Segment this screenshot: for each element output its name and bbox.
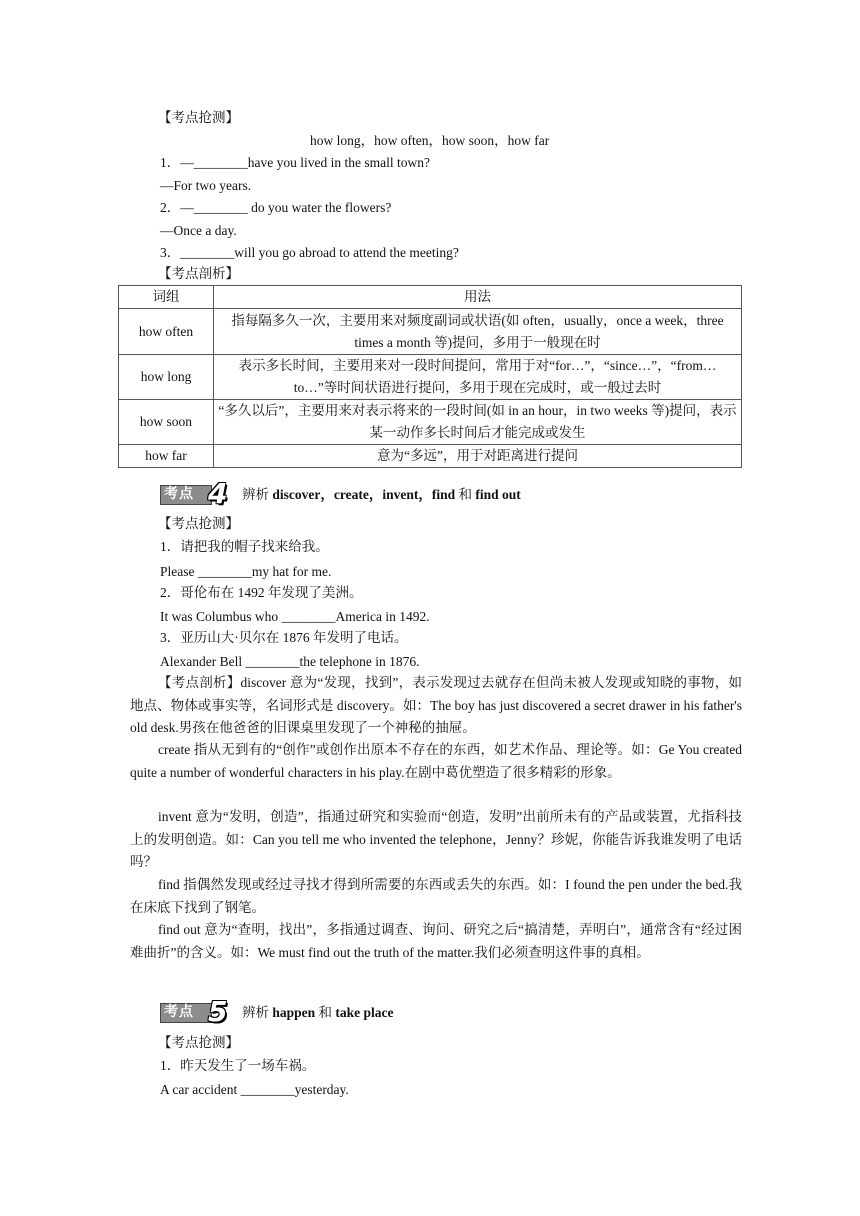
question-3: 3．________will you go abroad to attend the meeting? — [160, 245, 459, 260]
options-line: how long，how often，how soon，how far — [310, 133, 550, 148]
discover-text: discover 意为“发现，找到”，表示发现过去就存在但尚未被人发现或知晓的事物，如地点、物体或事实等，名词形式是 discovery。如：The boy has just discovered a secret drawer in his father's old desk.男孩在他爸爸的旧课桌里发现了一个神秘的抽屉。 — [130, 675, 743, 735]
question-3-en: Alexander Bell ________the telephone in 1876. — [160, 654, 420, 669]
table-header-phrase: 词组 — [119, 286, 214, 309]
heading-and: 和 — [315, 1005, 336, 1020]
table-row — [119, 309, 742, 355]
table-cell-usage: 表示多长时间，主要用来对一段时间提问，常用于对“for…”，“since…”，“from…to…”等时间状语进行提问，多用于现在完成时，或一般过去时 — [214, 355, 742, 400]
heading-prefix: 辨析 — [242, 1005, 273, 1020]
question-3-cn: 3．亚历山大·贝尔在 1876 年发明了电话。 — [160, 630, 408, 645]
question-1-en: Please ________my hat for me. — [160, 564, 332, 579]
analysis-find: find 指偶然发现或经过寻找才得到所需要的东西或丢失的东西。如：I found the pen under the bed.我在床底下找到了钢笔。 — [130, 877, 742, 915]
table-row — [119, 400, 742, 445]
table-row — [119, 445, 742, 468]
table-cell-phrase: how far — [119, 445, 214, 468]
analysis-find-out: find out 意为“查明，找出”，多指通过调查、询问、研究之后“搞清楚，弄明白”，通常含有“经过困难曲折”的含义。如：We must find out the truth of the matter.我们必须查明这件事的真相。 — [130, 922, 742, 960]
test-label: 【考点抢测】 — [158, 1035, 239, 1050]
table-cell-phrase: how often — [119, 309, 214, 355]
question-2-cn: 2．哥伦布在 1492 年发现了美洲。 — [160, 585, 363, 600]
heading-a: happen — [272, 1005, 316, 1020]
question-2: 2．—________ do you water the flowers? — [160, 200, 392, 215]
question-1-cn: 1．请把我的帽子找来给我。 — [160, 539, 329, 554]
test-label: 【考点抢测】 — [158, 110, 239, 125]
test-label: 【考点抢测】 — [158, 516, 239, 531]
analysis-label: 【考点剖析】 — [158, 266, 239, 281]
section-5-badge — [160, 995, 236, 1028]
answer-1: —For two years. — [160, 178, 252, 193]
badge-number: 5 — [208, 995, 228, 1028]
section-4-heading — [242, 484, 521, 506]
badge-number: 4 — [208, 477, 228, 510]
question-1-en: A car accident ________yesterday. — [160, 1082, 349, 1097]
table-cell-phrase: how long — [119, 355, 214, 400]
usage-table — [118, 285, 742, 468]
table-cell-usage: “多久以后”，主要用来对表示将来的一段时间(如 in an hour，in two weeks 等)提问，表示某一动作多长时间后才能完成或发生 — [214, 400, 742, 445]
analysis-create: create 指从无到有的“创作”或创作出原本不存在的东西，如艺术作品、理论等。如：Ge You created quite a number of wonderful characters in his play.在剧中葛优塑造了很多精彩的形象。 — [130, 742, 742, 780]
table-header-row — [119, 286, 742, 309]
table-header-usage: 用法 — [214, 286, 742, 309]
answer-2: —Once a day. — [160, 223, 237, 238]
table-row — [119, 355, 742, 400]
question-1: 1．—________have you lived in the small town? — [160, 155, 430, 170]
table-cell-usage: 意为“多远”，用于对距离进行提问 — [214, 445, 742, 468]
heading-prefix: 辨析 — [242, 487, 273, 502]
section-5-heading — [242, 1002, 394, 1024]
heading-last: find out — [475, 487, 521, 502]
heading-and: 和 — [455, 487, 476, 502]
analysis-label: 【考点剖析】 — [158, 675, 241, 690]
table-cell-phrase: how soon — [119, 400, 214, 445]
heading-terms: discover，create，invent，find — [272, 487, 456, 502]
analysis-invent: invent 意为“发明，创造”，指通过研究和实验而“创造，发明”出前所未有的产品或装置，尤指科技上的发明创造。如：Can you tell me who invented the telephone，Jenny？珍妮，你能告诉我谁发明了电话吗？ — [130, 809, 742, 869]
heading-b: take place — [335, 1005, 394, 1020]
badge-label: 考点 — [164, 486, 194, 502]
table-cell-usage: 指每隔多久一次，主要用来对频度副词或状语(如 often，usually，once a week，three times a month 等)提问，多用于一般现在时 — [214, 309, 742, 355]
question-2-en: It was Columbus who ________America in 1492. — [160, 609, 430, 624]
analysis-discover — [130, 672, 742, 740]
badge-label: 考点 — [164, 1004, 194, 1020]
section-4-badge — [160, 477, 236, 510]
question-1-cn: 1．昨天发生了一场车祸。 — [160, 1058, 316, 1073]
